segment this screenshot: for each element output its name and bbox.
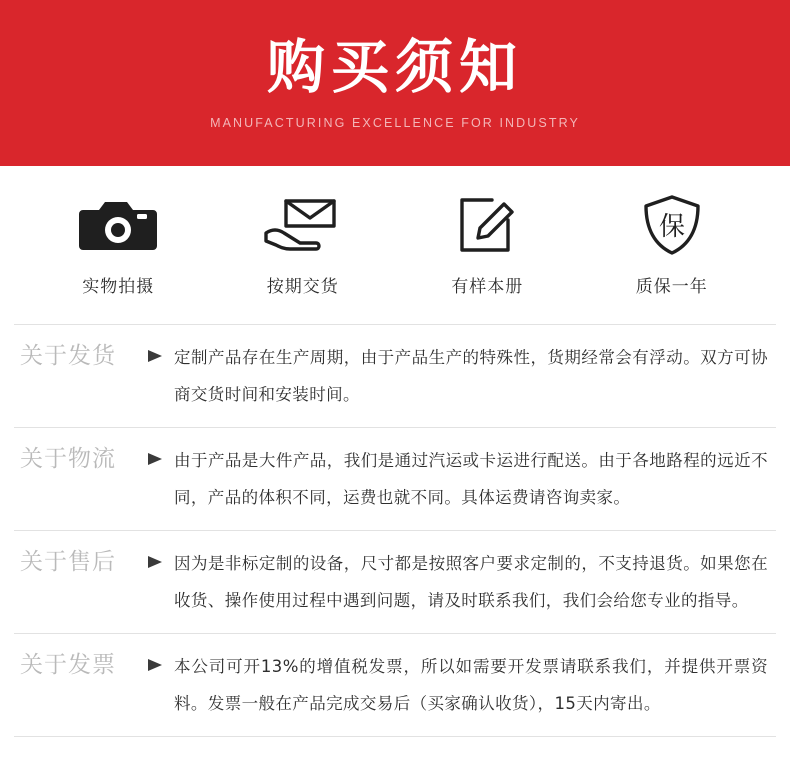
info-row-label: 关于售后: [20, 549, 116, 575]
svg-text:保: 保: [658, 211, 685, 242]
feature-label: 质保一年: [635, 276, 708, 297]
arrow-right-icon: [140, 339, 174, 364]
hand-envelope-icon: [260, 194, 346, 256]
info-row-text: 定制产品存在生产周期，由于产品生产的特殊性，货期经常会有浮动。双方可协商交货时间和安装时间。: [174, 348, 768, 404]
page-title: 购买须知: [266, 33, 523, 102]
info-row-text: 本公司可开13%的增值税发票，所以如需要开发票请联系我们，并提供开票资料。发票一般在产品完成交易后（买家确认收货），15天内寄出。: [174, 657, 768, 713]
feature-label: 实物拍摄: [82, 276, 155, 297]
warranty-shield-icon: [641, 194, 703, 256]
info-row-text: 由于产品是大件产品，我们是通过汽运或卡运进行配送。由于各地路程的远近不同，产品的体积不同，运费也就不同。具体运费请咨询卖家。: [174, 451, 768, 507]
feature-item-on-time-delivery: [218, 194, 388, 297]
info-row-shipping: [14, 324, 776, 427]
feature-item-sample-book: [402, 194, 572, 297]
feature-label: 按期交货: [266, 276, 339, 297]
info-row-label: 关于发货: [20, 343, 116, 369]
info-row-list: [0, 324, 790, 737]
feature-item-warranty: [587, 194, 757, 297]
arrow-right-icon: [140, 442, 174, 467]
info-row-logistics: [14, 427, 776, 530]
sample-book-icon: [456, 194, 518, 256]
feature-item-real-photo: [33, 194, 203, 297]
arrow-right-icon: [140, 545, 174, 570]
info-row-text: 因为是非标定制的设备，尺寸都是按照客户要求定制的，不支持退货。如果您在收货、操作使用过程中遇到问题，请及时联系我们，我们会给您专业的指导。: [174, 554, 768, 610]
info-row-label: 关于发票: [20, 652, 116, 678]
feature-list: [0, 166, 790, 324]
arrow-right-icon: [140, 648, 174, 673]
header-banner: [0, 0, 790, 166]
info-row-label: 关于物流: [20, 446, 116, 472]
camera-icon: [79, 194, 157, 256]
page-subtitle: MANUFACTURING EXCELLENCE FOR INDUSTRY: [210, 115, 580, 130]
info-row-invoice: [14, 633, 776, 737]
info-row-after-sales: [14, 530, 776, 633]
feature-label: 有样本册: [451, 276, 524, 297]
